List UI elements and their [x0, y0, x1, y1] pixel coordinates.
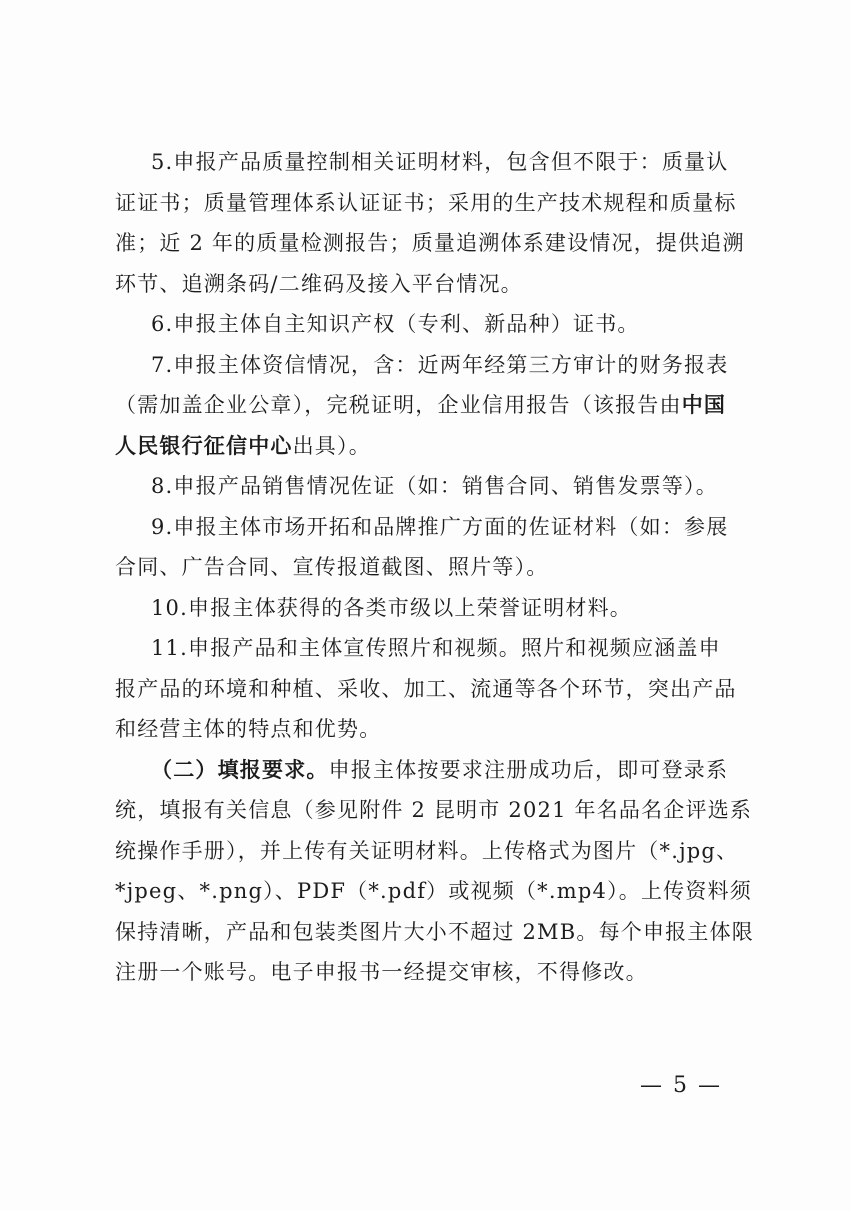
section-heading: （二）填报要求。: [151, 756, 329, 782]
line-text: 5.申报产品质量控制相关证明材料，包含但不限于：质量认: [151, 150, 729, 174]
section-2-line-5: [115, 912, 755, 953]
line-text: 统操作手册），并上传有关证明材料。上传格式为图片（*.jpg、: [115, 838, 739, 863]
item-11-line-3: [115, 709, 755, 750]
item-6-line-1: [115, 304, 755, 345]
line-text: 和经营主体的特点和优势。: [115, 717, 382, 741]
item-5-line-1: [115, 142, 755, 183]
line-text: 准；近 2 年的质量检测报告；质量追溯体系建设情况，提供追溯: [115, 231, 745, 255]
page-number: — 5 —: [640, 1073, 722, 1098]
line-text: *jpeg、*.png）、PDF（*.pdf）或视频（*.mp4）。上传资料须: [115, 879, 752, 903]
item-10-line-1: [115, 588, 755, 629]
line-text: 出具）。: [292, 433, 371, 458]
line-text: 9.申报主体市场开拓和品牌推广方面的佐证材料（如：参展: [151, 514, 729, 539]
line-text: 环节、追溯条码/二维码及接入平台情况。: [115, 271, 523, 296]
line-text: 10.申报主体获得的各类市级以上荣誉证明材料。: [151, 595, 632, 620]
line-text: 8.申报产品销售情况佐证（如：销售合同、销售发票等）。: [151, 474, 718, 498]
section-2-line-4: [115, 871, 755, 912]
section-2-line-2: [115, 790, 755, 831]
item-7-line-1: [115, 345, 755, 386]
item-5-line-2: [115, 183, 755, 224]
section-2-line-1: [115, 750, 755, 791]
line-text: 保持清晰，产品和包装类图片大小不超过 2MB。每个申报主体限: [115, 919, 754, 944]
item-5-line-4: [115, 264, 755, 305]
line-text: 报产品的环境和种植、采收、加工、流通等各个环节，突出产品: [115, 676, 737, 701]
line-text: 申报主体按要求注册成功后，即可登录系: [328, 757, 729, 782]
item-7-line-3: [115, 426, 755, 467]
line-text: （需加盖企业公章），完税证明，企业信用报告（该报告由: [115, 393, 682, 417]
line-text: 7.申报主体资信情况，含：近两年经第三方审计的财务报表: [151, 352, 729, 377]
bold-org-name-part: 中国: [681, 393, 727, 417]
item-7-line-2: [115, 385, 755, 426]
document-body: [115, 142, 755, 993]
line-text: 合同、广告合同、宣传报道截图、照片等）。: [115, 555, 549, 579]
line-text: 6.申报主体自主知识产权（专利、新品种）证书。: [151, 312, 640, 336]
item-9-line-2: [115, 547, 755, 588]
item-9-line-1: [115, 507, 755, 548]
section-2-line-6: [115, 952, 755, 993]
line-text: 11.申报产品和主体宣传照片和视频。照片和视频应涵盖申: [151, 636, 721, 660]
line-text: 统，填报有关信息（参见附件 2 昆明市 2021 年名品名企评选系: [115, 798, 753, 822]
bold-org-name-part: 人民银行征信中心: [115, 433, 293, 458]
item-11-line-1: [115, 628, 755, 669]
item-8-line-1: [115, 466, 755, 507]
line-text: 证证书；质量管理体系认证证书；采用的生产技术规程和质量标: [115, 190, 737, 215]
item-11-line-2: [115, 669, 755, 710]
item-5-line-3: [115, 223, 755, 264]
line-text: 注册一个账号。电子申报书一经提交审核，不得修改。: [115, 960, 648, 984]
section-2-line-3: [115, 831, 755, 872]
